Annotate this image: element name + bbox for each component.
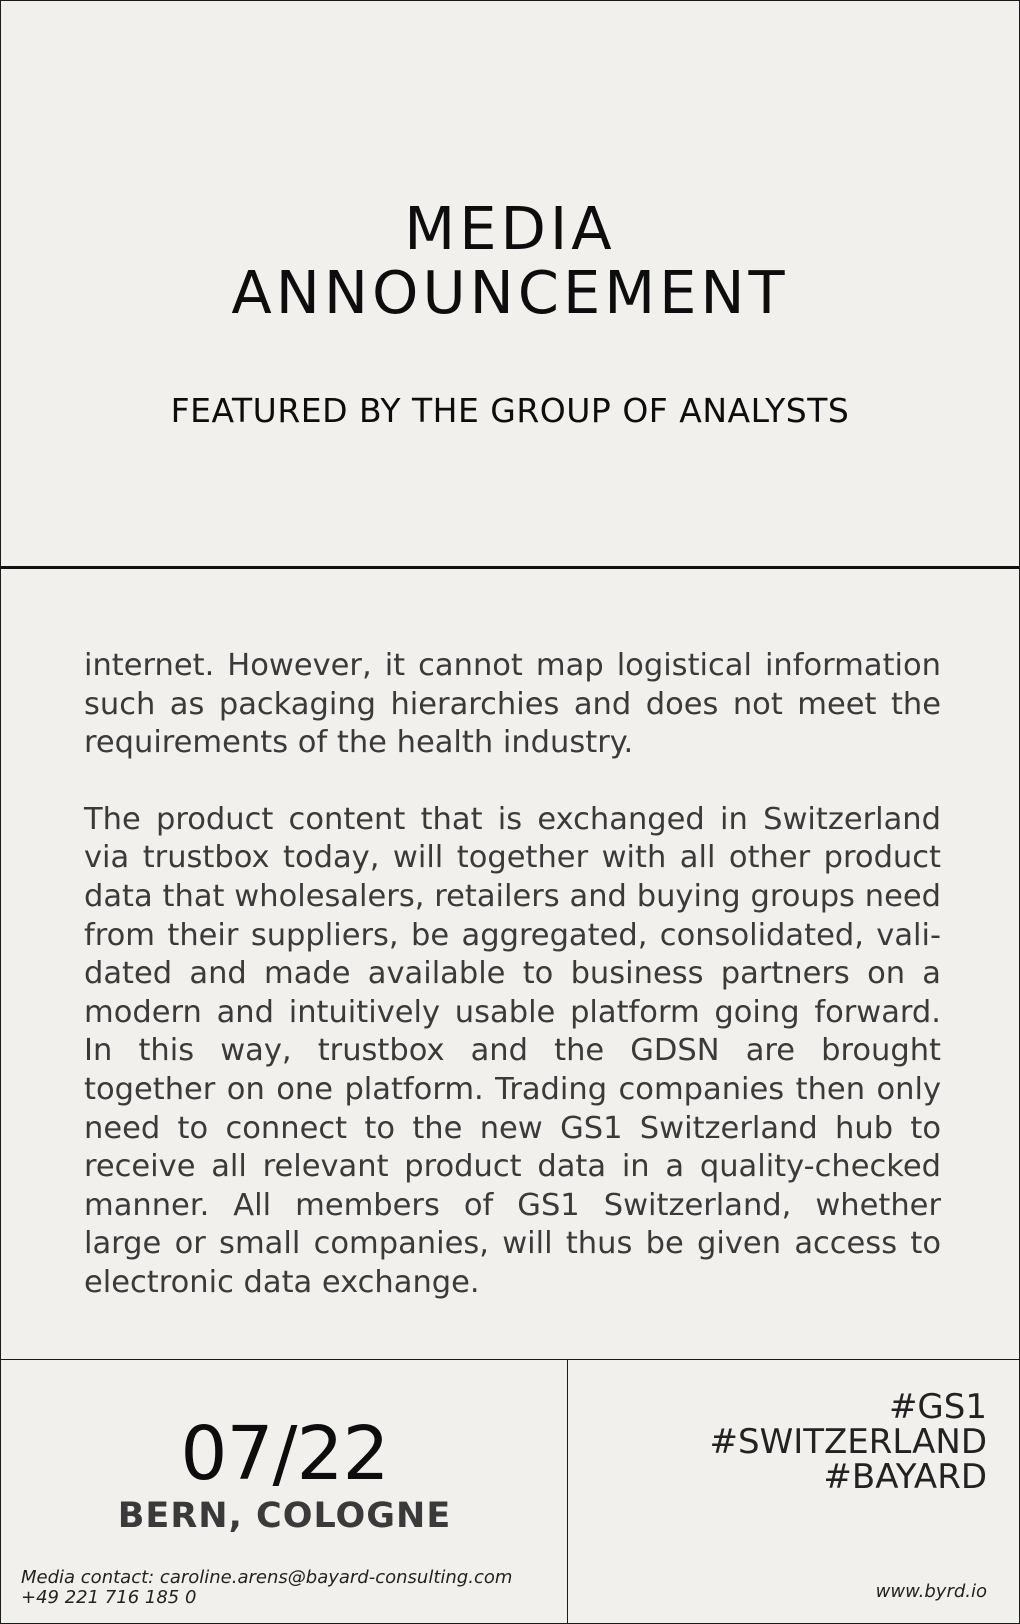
paragraph-1: internet. However, it cannot map logistical information such as packaging hierarchies and does not meet the requirements of the health industry. [84,648,941,761]
hashtag: #GS1 [888,1387,987,1427]
footer-left-panel [1,1360,568,1624]
hashtag: #BAYARD [823,1457,987,1497]
contact-phone: +49 221 716 185 0 [21,1587,197,1608]
subtitle: FEATURED BY THE GROUP OF ANALYSTS [170,391,850,430]
footer-right-panel [568,1360,1019,1624]
media-contact [21,1568,512,1608]
contact-email: Media contact: caroline.arens@bayard-consulting.com [21,1567,513,1588]
title-line-2: ANNOUNCEMENT [231,258,789,327]
release-date: 07/22 [180,1411,389,1497]
body-text [84,647,941,1303]
website-link[interactable]: www.byrd.io [875,1581,987,1602]
hashtag-list [709,1387,987,1497]
paragraph-2: The product content that is exchanged in Switzerland via trustbox today, will together with all other product data that wholesalers, retailers and buying groups need from their suppliers, be aggregated, consolidated, validated and made available to business partners on a modern and intuitively usable platform going forward. In this way, trustbox and the GDSN are brought together on one platform. Trading companies then only need to connect to the new GS1 Switzerland hub to receive all relevant product data in a quality-checked manner. All members of GS1 Switzerland, whether large or small companies, will thus be given access to electronic data exchange. [84,801,941,1300]
release-location: BERN, COLOGNE [117,1496,452,1536]
footer-section [1,1359,1019,1624]
title-line-1: MEDIA [404,194,616,263]
header-section [1,1,1019,569]
page-title [1,194,1019,327]
hashtag: #SWITZERLAND [709,1422,987,1462]
